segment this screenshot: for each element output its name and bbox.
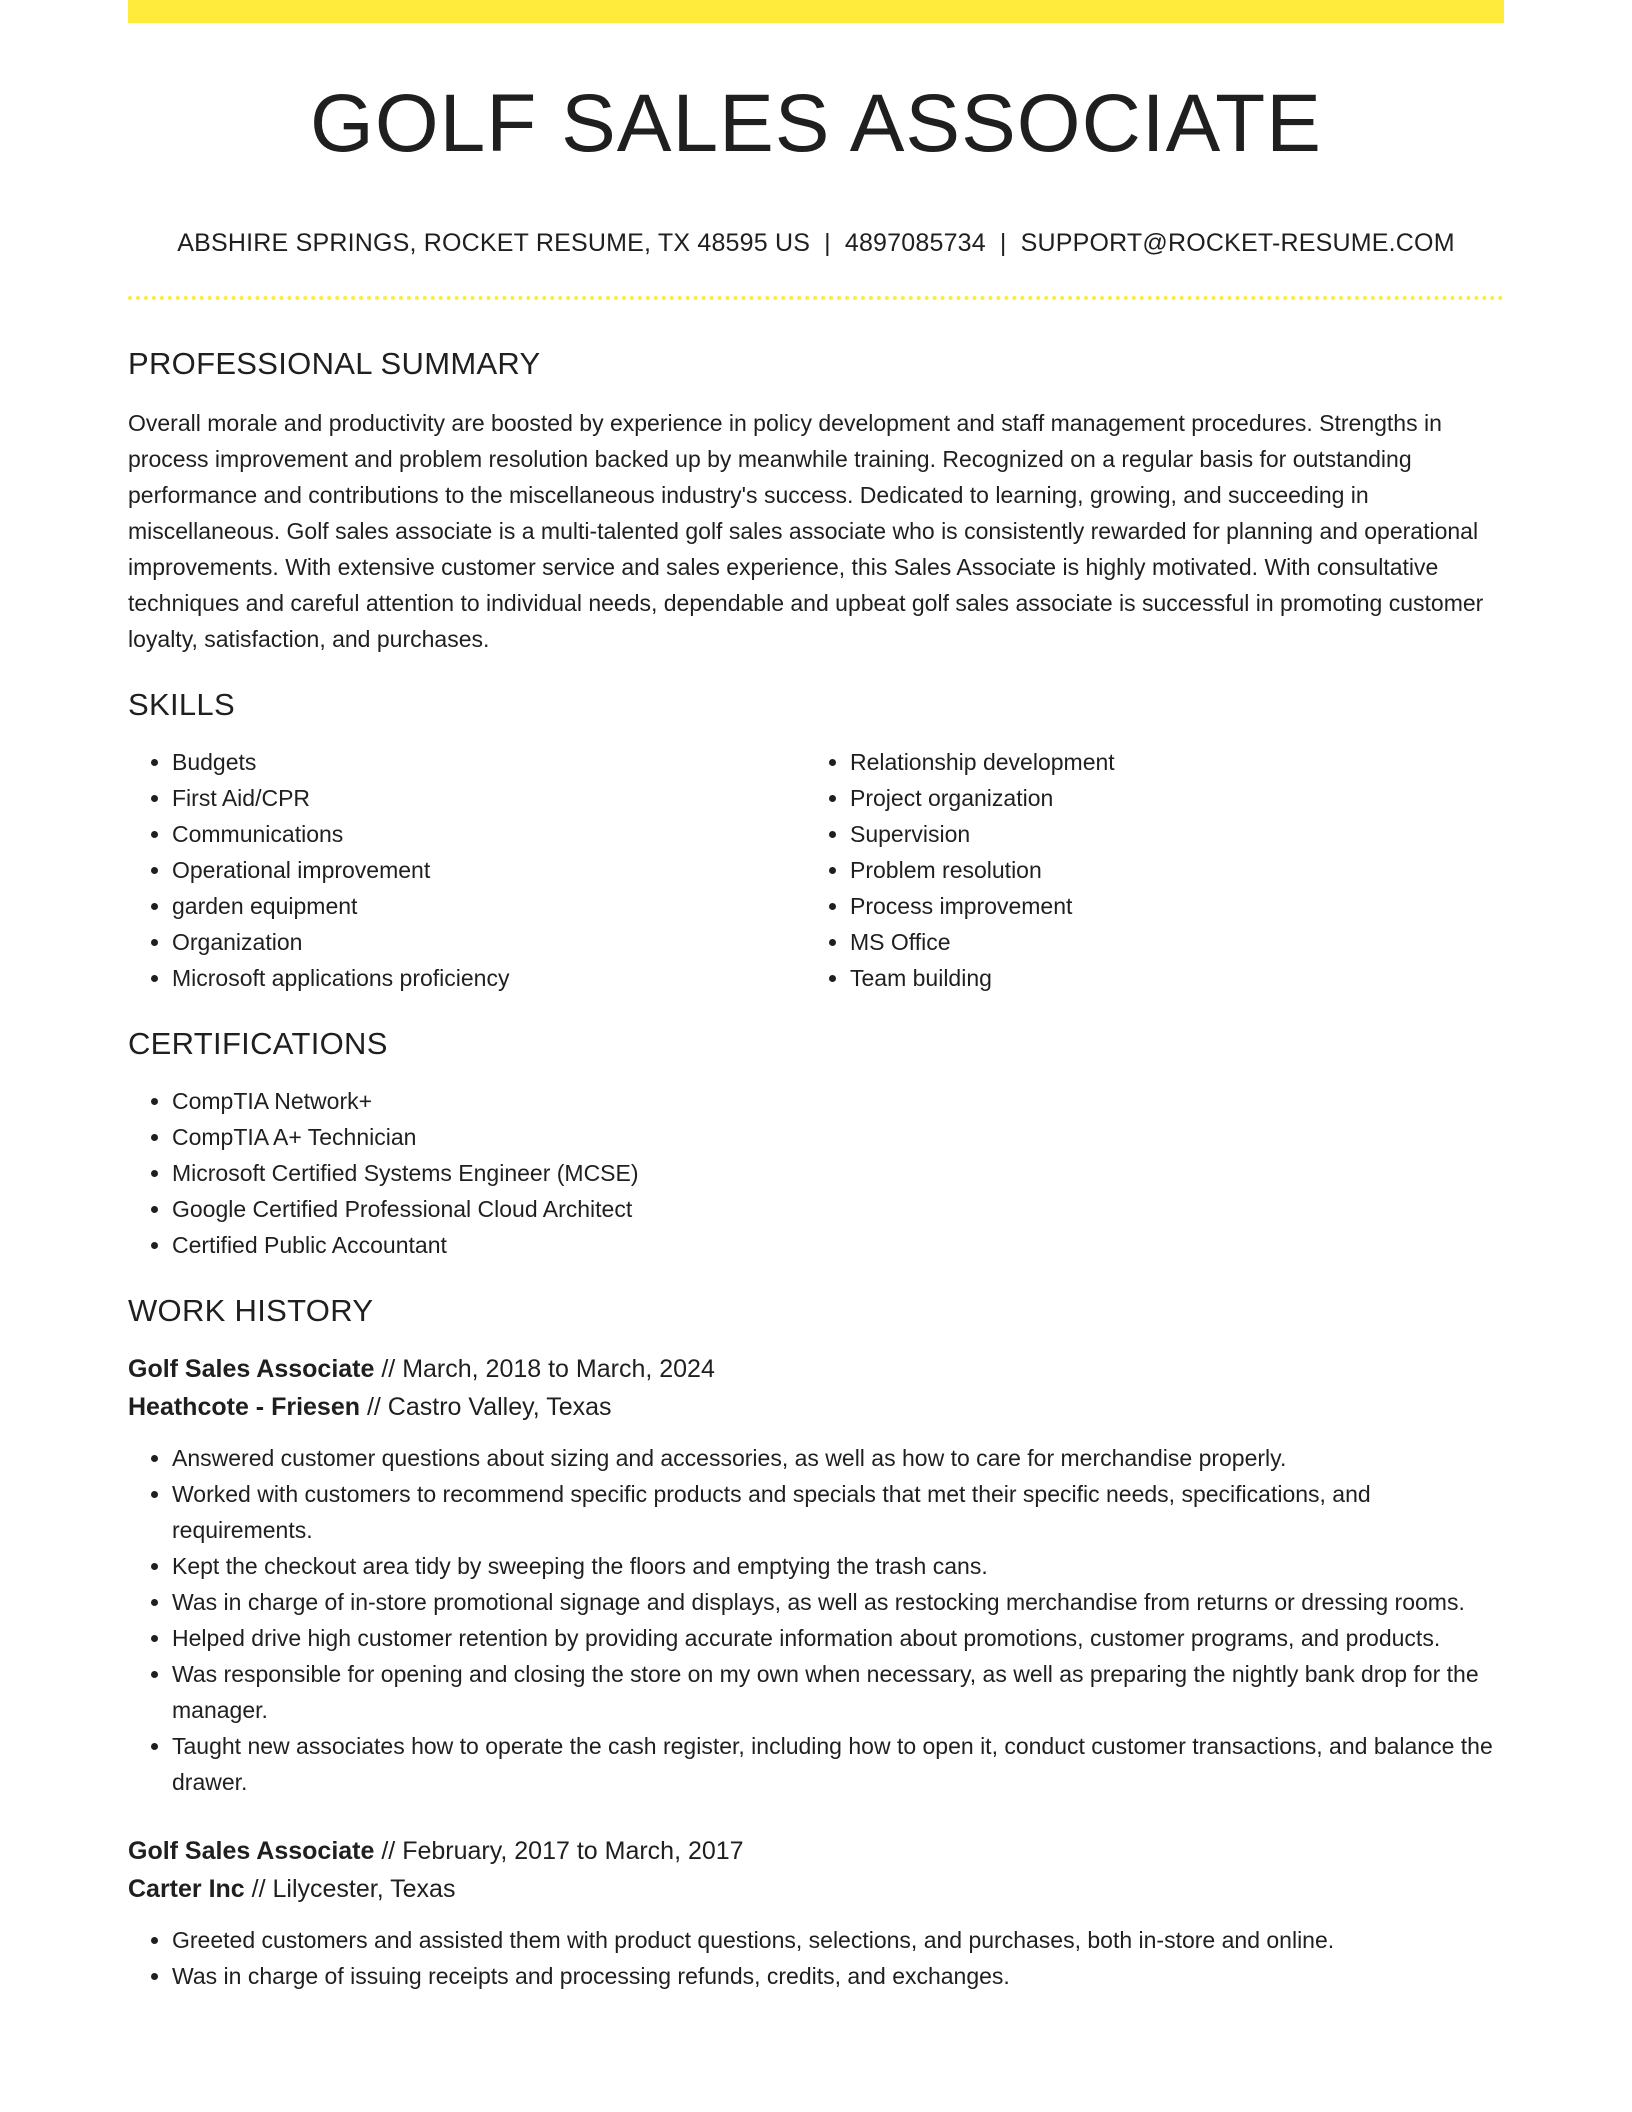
skill-item: • Communications [172,816,806,852]
contact-separator: | [999,229,1007,257]
accent-bar [128,0,1504,23]
job-bullet: • Was responsible for opening and closing the store on my own when necessary, as well as preparing the nightly bank drop for the manager. [172,1656,1504,1728]
certification-item: • Microsoft Certified Systems Engineer (MCSE) [172,1155,1504,1191]
skills-column-left [128,744,806,996]
job-entry [128,1350,1504,1800]
skill-item: • Problem resolution [850,852,1484,888]
job-bullet: • Answered customer questions about sizing and accessories, as well as how to care for merchandise properly. [172,1440,1504,1476]
job-bullet: • Helped drive high customer retention by providing accurate information about promotions, customer programs, and products. [172,1620,1504,1656]
job-dates: // February, 2017 to March, 2017 [374,1837,744,1865]
skill-item: • Relationship development [850,744,1484,780]
resume-page [128,0,1504,1994]
job-bullets [128,1440,1504,1800]
contact-phone: 4897085734 [844,229,986,257]
certification-item: • CompTIA A+ Technician [172,1119,1504,1155]
contact-separator: | [824,229,831,257]
job-company: Heathcote - Friesen [128,1393,361,1421]
contact-email: SUPPORT@ROCKET-RESUME.COM [1020,229,1455,257]
job-bullet: • Worked with customers to recommend specific products and specials that met their specific needs, specifications, and requirements. [172,1476,1504,1548]
job-company: Carter Inc [128,1875,245,1903]
job-location: // Lilycester, Texas [244,1875,456,1903]
contact-address: ABSHIRE SPRINGS, ROCKET RESUME, TX 48595 US [177,229,811,257]
job-location: // Castro Valley, Texas [360,1393,612,1421]
certifications-list [128,1083,1504,1263]
dotted-divider [128,296,1504,300]
skills-columns [128,744,1504,996]
job-entry [128,1832,1504,1994]
skill-item: • Process improvement [850,888,1484,924]
job-title-line [128,1350,1504,1388]
skills-list-left [128,744,806,996]
summary-text: Overall morale and productivity are boosted by experience in policy development and staff management procedures. Strengths in process improvement and problem resolution backed up by meanwhile training. Recognized on a regular basis for outstanding performance and contributions to the miscellaneous industry's success. Dedicated to learning, growing, and succeeding in miscellaneous. Golf sales associate is a multi-talented golf sales associate who is consistently rewarded for planning and operational improvements. With extensive customer service and sales experience, this Sales Associate is highly motivated. With consultative techniques and careful attention to individual needs, dependable and upbeat golf sales associate is successful in promoting customer loyalty, satisfaction, and purchases. [128,410,1484,652]
skills-column-right [806,744,1484,996]
skill-item: • Supervision [850,816,1484,852]
certification-item: • CompTIA Network+ [172,1083,1504,1119]
skill-item: • First Aid/CPR [172,780,806,816]
skill-item: • Operational improvement [172,852,806,888]
certification-item: • Certified Public Accountant [172,1227,1504,1263]
job-title-line [128,1832,1504,1870]
job-bullet: • Was in charge of in-store promotional signage and displays, as well as restocking merchandise from returns or dressing rooms. [172,1584,1504,1620]
job-company-line [128,1870,1504,1908]
skill-item: • Organization [172,924,806,960]
contact-line [128,231,1504,256]
skill-item: • Team building [850,960,1484,996]
skills-list-right [806,744,1484,996]
skill-item: • Project organization [850,780,1484,816]
skills-heading: SKILLS [128,687,235,722]
skill-item: • Budgets [172,744,806,780]
job-bullet: • Taught new associates how to operate the cash register, including how to open it, conduct customer transactions, and balance the drawer. [172,1728,1504,1800]
job-bullet: • Kept the checkout area tidy by sweeping the floors and emptying the trash cans. [172,1548,1504,1584]
certification-item: • Google Certified Professional Cloud Architect [172,1191,1504,1227]
job-bullet: • Greeted customers and assisted them with product questions, selections, and purchases, both in-store and online. [172,1922,1504,1958]
skill-item: • garden equipment [172,888,806,924]
job-title: Golf Sales Associate [128,1355,375,1383]
job-title: Golf Sales Associate [128,1837,375,1865]
skill-item: • MS Office [850,924,1484,960]
skill-item: • Microsoft applications proficiency [172,960,806,996]
summary-heading: PROFESSIONAL SUMMARY [128,346,541,381]
job-company-line [128,1388,1504,1426]
job-bullets [128,1922,1504,1994]
job-bullet: • Was in charge of issuing receipts and processing refunds, credits, and exchanges. [172,1958,1504,1994]
job-dates: // March, 2018 to March, 2024 [374,1355,715,1383]
resume-name: GOLF SALES ASSOCIATE [310,78,1322,169]
work-history-heading: WORK HISTORY [128,1293,374,1328]
certifications-heading: CERTIFICATIONS [128,1026,388,1061]
